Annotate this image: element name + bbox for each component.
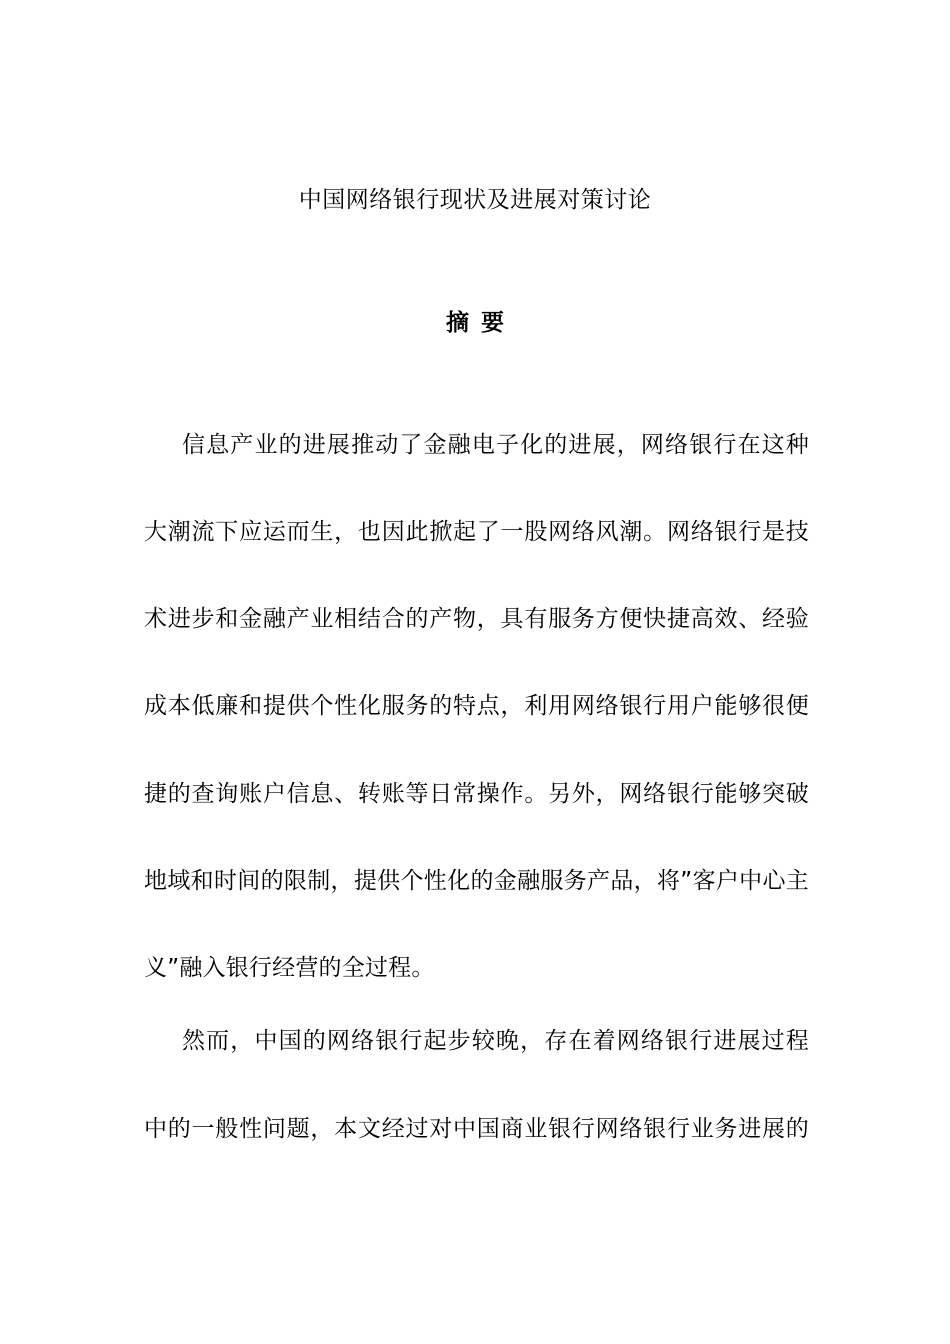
paragraph-line: 信息产业的进展推动了金融电子化的进展，网络银行在这种 xyxy=(182,432,809,458)
paragraph-line: 大潮流下应运而生，也因此掀起了一股网络风潮。网络银行是技 xyxy=(144,519,809,545)
document-title: 中国网络银行现状及进展对策讨论 xyxy=(298,187,652,213)
paragraph-line: 义”融入银行经营的全过程。 xyxy=(144,955,435,981)
paragraph-line: 术进步和金融产业相结合的产物，具有服务方便快捷高效、经验 xyxy=(144,606,809,632)
paragraph-line: 地域和时间的限制，提供个性化的金融服务产品，将”客户中心主 xyxy=(144,868,809,894)
abstract-heading-char: 摘 xyxy=(446,310,469,336)
paragraph-line: 成本低廉和提供个性化服务的特点，利用网络银行用户能够很便 xyxy=(144,693,809,719)
paragraph-line: 捷的查询账户信息、转账等日常操作。另外，网络银行能够突破 xyxy=(144,781,809,807)
paragraph-line: 中的一般性问题，本文经过对中国商业银行网络银行业务进展的 xyxy=(144,1116,809,1142)
abstract-heading-char: 要 xyxy=(481,310,504,336)
abstract-heading xyxy=(0,306,950,340)
paragraph-line: 然而，中国的网络银行起步较晚，存在着网络银行进展过程 xyxy=(182,1028,809,1054)
